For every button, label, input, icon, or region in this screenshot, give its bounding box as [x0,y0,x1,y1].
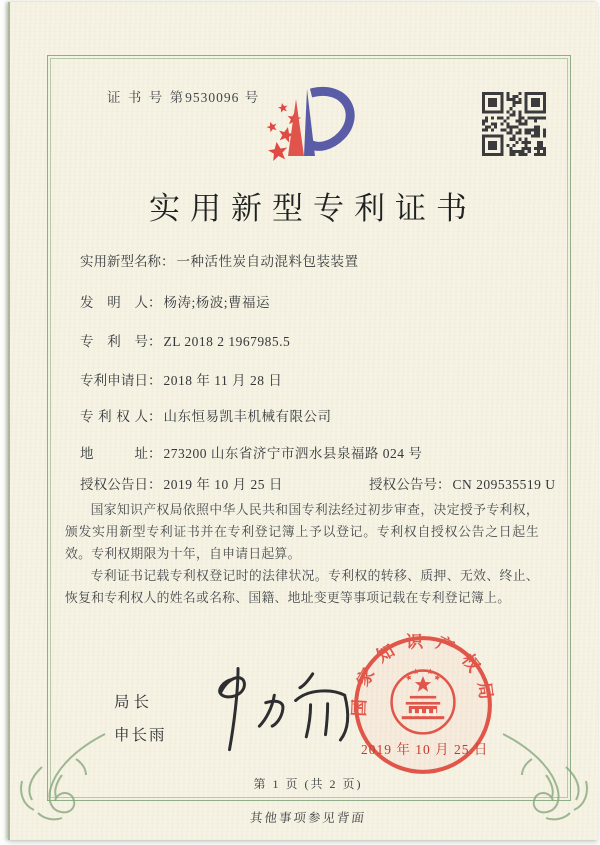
field-row-inventors: 发明人： 杨涛;杨波;曹福运 [80,291,270,311]
cnipa-logo-icon [247,82,365,176]
field-value: 杨涛;杨波;曹福运 [163,295,271,310]
field-value: CN 209535519 U [452,477,556,492]
field-value: 2019 年 10 月 25 日 [163,477,283,492]
field-label: 专利号 [80,334,148,349]
field-label: 发明人 [80,295,148,310]
field-label: 授权公告号 [369,477,437,492]
certificate-title: 实用新型专利证书 [149,191,477,226]
field-value: ZL 2018 2 1967985.5 [163,334,291,349]
field-row-filing-date: 专利申请日： 2018 年 11 月 28 日 [80,369,282,389]
field-row-name: 实用新型名称： 一种活性炭自动混料包装装置 [80,250,359,270]
seal-authority-text: 国家知识产权局 [349,631,498,717]
legal-paragraph: 国家知识产权局依照中华人民共和国专利法经过初步审查，决定授予专利权，颁发实用新型专利证书并在专利登记簿上予以登记。专利权自授权公告之日起生效。专利权期限为十年，自申请日起算。 [65,503,539,561]
field-value: 山东恒易凯丰机械有限公司 [163,409,332,424]
field-label: 专利申请日 [80,373,148,388]
field-label: 授权公告日 [80,477,148,492]
page-indicator: 第 1 页 (共 2 页) [253,777,363,791]
field-label: 专利权人 [80,409,148,424]
field-label: 地址 [80,446,148,461]
field-row-grant: 授权公告日： 2019 年 10 月 25 日 授权公告号： CN 209535519 U [80,473,283,493]
field-row-grant-number: 授权公告号： CN 209535519 U [369,473,556,493]
field-label: 实用新型名称 [80,254,161,269]
corner-flourish-icon [10,729,110,829]
field-value: 一种活性炭自动混料包装装置 [176,254,359,269]
qr-code [482,92,546,156]
signature-icon [195,660,360,756]
certificate-number: 证 书 号 第9530096 号 [107,90,261,105]
legal-paragraph: 专利证书记载专利权登记时的法律状况。专利权的转移、质押、无效、终止、恢复和专利权人的姓名或名称、国籍、地址变更等事项记载在专利登记簿上。 [65,569,539,605]
seal-date: 2019 年 10 月 25 日 [361,742,489,757]
official-seal [347,629,499,781]
field-row-patent-number: 专利号： ZL 2018 2 1967985.5 [80,330,290,350]
field-value: 273200 山东省济宁市泗水县泉福路 024 号 [163,446,423,461]
field-value: 2018 年 11 月 28 日 [163,373,283,388]
certificate-page [8,2,598,840]
back-note: 其他事项参见背面 [249,811,367,825]
legal-text [65,499,539,609]
corner-flourish-icon [498,729,598,829]
field-row-patentee: 专利权人： 山东恒易凯丰机械有限公司 [80,405,332,425]
commissioner-name: 申长雨 [114,727,167,744]
field-row-address: 地址： 273200 山东省济宁市泗水县泉福路 024 号 [80,442,422,462]
commissioner-title: 局长 [114,694,154,711]
